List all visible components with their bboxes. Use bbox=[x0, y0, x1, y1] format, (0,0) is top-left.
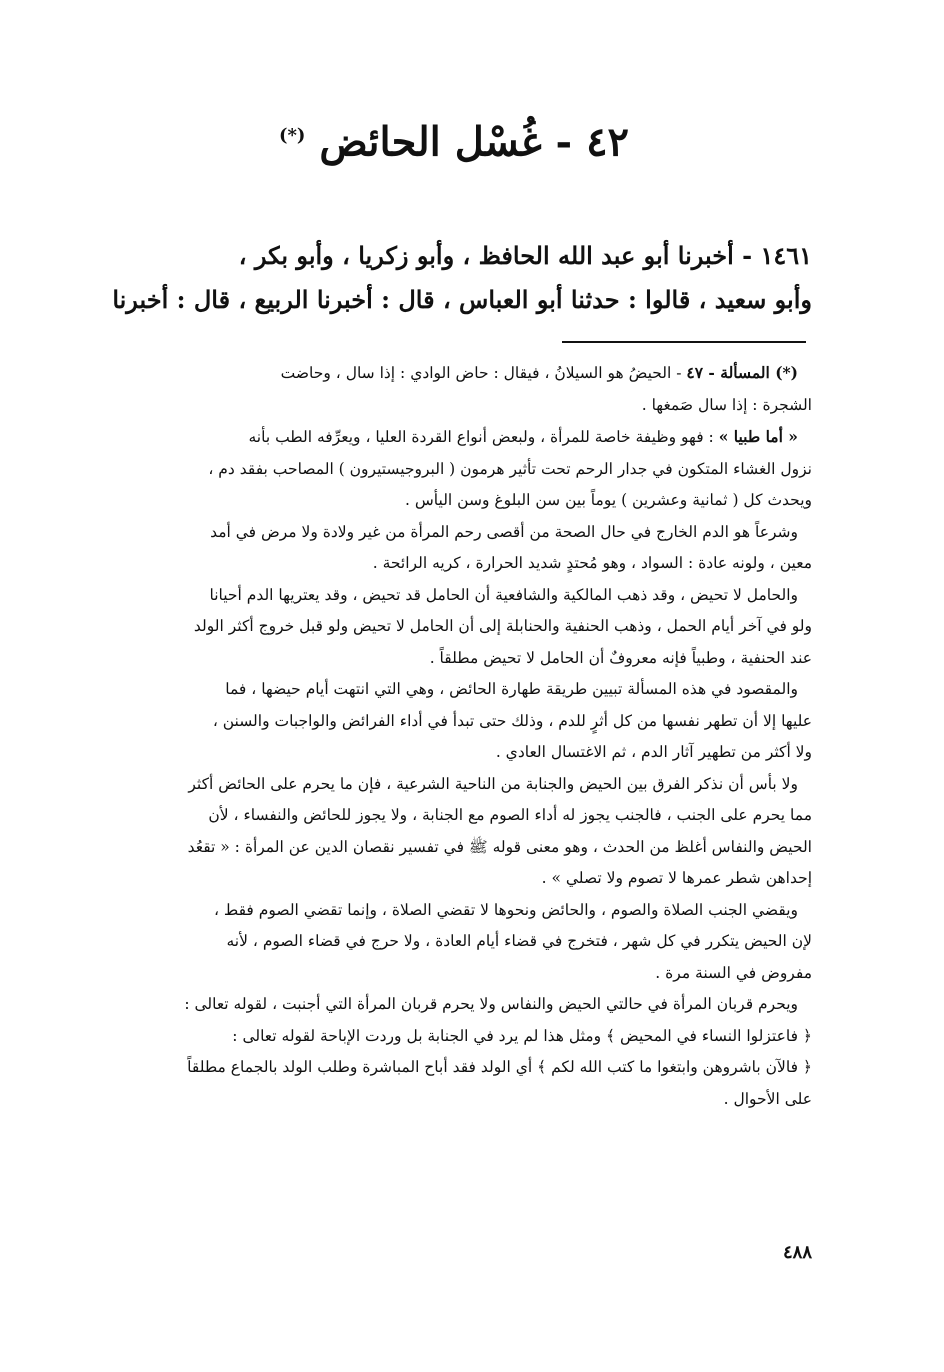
footnote-line: معين ، ولونه عادة : السواد ، وهو مُحتدٍ شديد الحرارة ، كريه الرائحة . bbox=[372, 554, 812, 572]
footnote-line: عليها إلا أن تطهر نفسها من كل أثرٍ للدم ، وذلك حتى تبدأ في أداء الفرائض والواجبات والسنن ، bbox=[212, 711, 812, 730]
footnote-block bbox=[96, 357, 812, 1115]
footnote-line: الشجرة : إذا سال صَمغها . bbox=[641, 395, 812, 414]
footnote-lead-phrase: « أما طبيا » bbox=[718, 427, 798, 446]
footnote-line: ﴿ فالآن باشروهن وابتغوا ما كتب الله لكم ﴾ أي الولد فقد أباح المباشرة وطلب الولد بالجماع مطلقاً bbox=[187, 1058, 812, 1076]
footnote-paragraph bbox=[96, 989, 812, 1115]
footnote-line: ويقضي الجنب الصلاة والصوم ، والحائض ونحوها لا تقضي الصلاة ، وإنما تقضي الصوم فقط ، bbox=[213, 900, 798, 919]
chapter-title-text: ٤٢ - غُسْل الحائض bbox=[319, 118, 630, 166]
footnote-line: عند الحنفية ، وطبياً فإنه معروفٌ أن الحامل لا تحيض مطلقاً . bbox=[429, 648, 812, 667]
footnote-line: والحامل لا تحيض ، وقد ذهب المالكية والشافعية أن الحامل قد تحيض ، وقد يعتريها الدم أحيانا bbox=[209, 585, 798, 604]
footnote-line: على الأحوال . bbox=[723, 1089, 812, 1108]
footnote-line: ولو في آخر أيام الحمل ، وذهب الحنفية والحنابلة إلى أن الحامل لا تحيض ولو قبل خروج أكثر الولد bbox=[193, 617, 812, 635]
footnote-line-text: - الحيضُ هو السيلانُ ، فيقال : حاض الوادي : إذا سال ، وحاضت bbox=[280, 364, 687, 382]
hadith-line: ١٤٦١ - أخبرنا أبو عبد الله الحافظ ، وأبو زكريا ، وأبو بكر ، bbox=[238, 241, 812, 270]
footnote-line: ولا أكثر من تطهير آثار الدم ، ثم الاغتسال العادي . bbox=[495, 743, 812, 761]
footnote-line: نزول الغشاء المتكون في جدار الرحم تحت تأثير هرمون ( البروجيستيرون ) المصاحب بفقد دم ، bbox=[208, 459, 812, 478]
footnote-paragraph bbox=[96, 517, 812, 580]
footnote-paragraph bbox=[96, 674, 812, 769]
footnote-line: والمقصود في هذه المسألة تبيين طريقة طهارة الحائض ، وهي التي انتهت أيام حيضها ، فما bbox=[225, 680, 798, 698]
footnote-paragraph bbox=[96, 895, 812, 990]
footnote-issue-number: (*) المسألة - ٤٧ bbox=[686, 363, 798, 382]
footnote-paragraph bbox=[96, 580, 812, 675]
footnote-line: ويحرم قربان المرأة في حالتي الحيض والنفاس ولا يحرم قربان المرأة التي أجنبت ، لقوله تعالى : bbox=[184, 995, 798, 1013]
footnote-line bbox=[96, 357, 812, 390]
footnote-separator bbox=[562, 341, 806, 343]
footnote-line: وشرعاً هو الدم الخارج في حال الصحة من أقصى رحم المرأة من غير ولادة ولا مرض في أمد bbox=[210, 522, 798, 541]
page-number: ٤٨٨ bbox=[782, 1242, 812, 1263]
footnote-line: ويحدث كل ( ثمانية وعشرين ) يوماً بين سن البلوغ وسن اليأس . bbox=[405, 491, 812, 509]
footnote-line bbox=[96, 421, 812, 454]
hadith-text bbox=[96, 234, 812, 322]
footnote-line: الحيض والنفاس أغلظ من الحدث ، وهو معنى قوله ﷺ في تفسير نقصان الدين عن المرأة : « تقعُد bbox=[187, 837, 812, 856]
footnote-line: مما يحرم على الجنب ، فالجنب يجوز له أداء الصوم مع الجنابة ، ولا يجوز للحائض والنفساء ، لأن bbox=[208, 806, 812, 824]
hadith-line: وأبو سعيد ، قالوا : حدثنا أبو العباس ، قال : أخبرنا الربيع ، قال : أخبرنا bbox=[112, 285, 812, 314]
footnote-line: إحداهن شطر عمرها لا تصوم ولا تصلي » . bbox=[541, 869, 812, 887]
footnote-line-text: : فهو وظيفة خاصة للمرأة ، ولبعض أنواع القردة العليا ، ويعرِّفه الطب بأنه bbox=[248, 428, 719, 446]
footnote-paragraph bbox=[96, 421, 812, 517]
footnote-line: ﴿ فاعتزلوا النساء في المحيض ﴾ ومثل هذا لم يرد في الجنابة بل وردت الإباحة لقوله تعالى : bbox=[232, 1026, 812, 1045]
footnote-line: مفروض في السنة مرة . bbox=[655, 963, 812, 982]
footnote-marker: (*) bbox=[278, 125, 306, 146]
chapter-title bbox=[96, 108, 812, 170]
footnote-line: ولا بأس أن نذكر الفرق بين الحيض والجنابة من الناحية الشرعية ، فإن ما يحرم على الحائض أكثر bbox=[188, 774, 798, 793]
footnote-paragraph bbox=[96, 769, 812, 895]
footnote-paragraph bbox=[96, 357, 812, 421]
footnote-line: لإن الحيض يتكرر في كل شهر ، فتخرج في قضاء أيام العادة ، ولا حرج في قضاء الصوم ، لأنه bbox=[226, 932, 812, 950]
